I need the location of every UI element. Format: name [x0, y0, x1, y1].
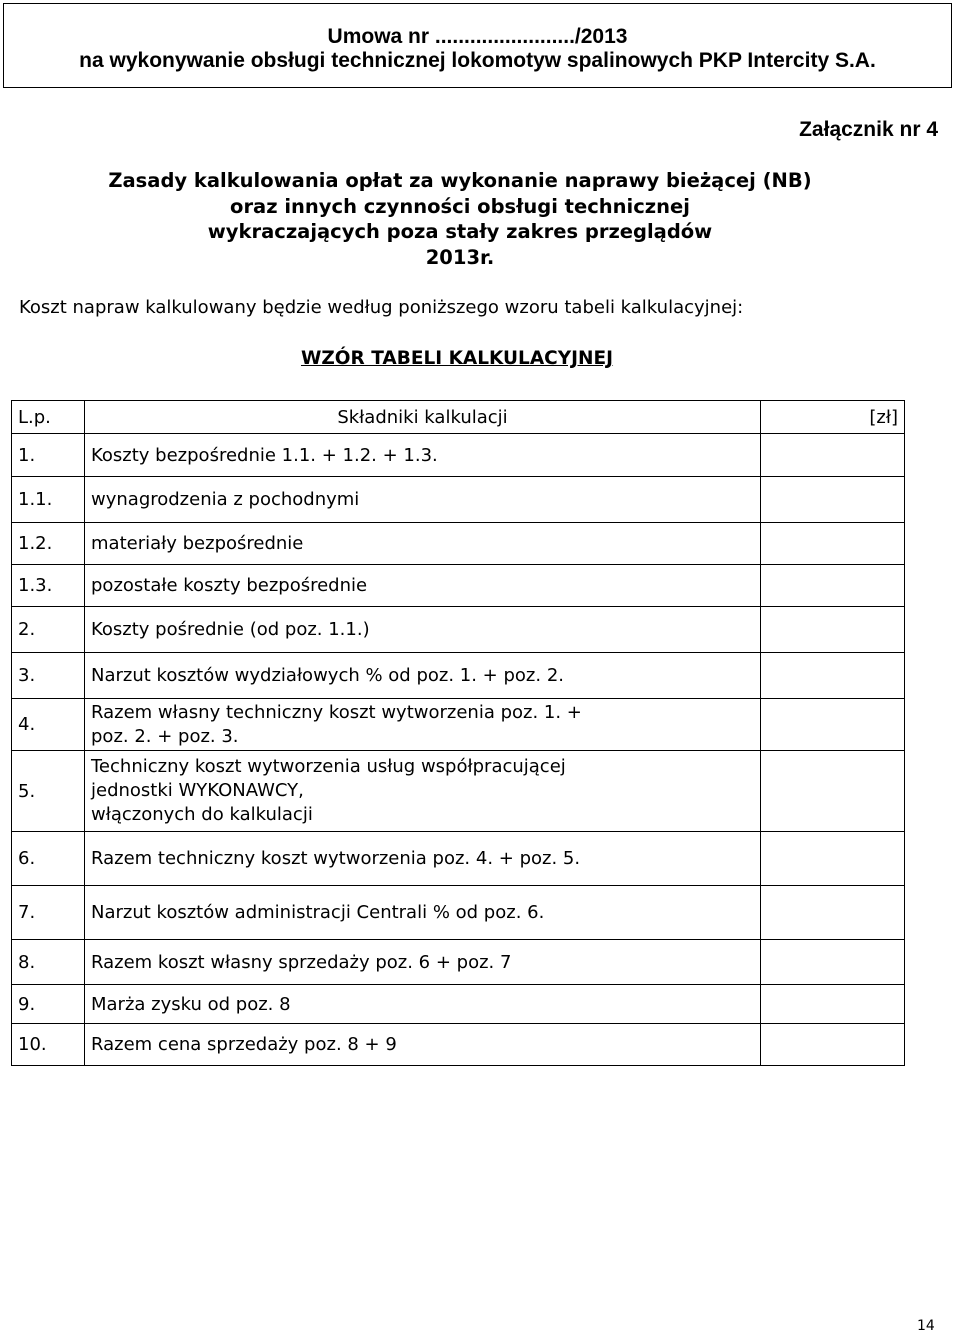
row-lp: 10.	[12, 1024, 85, 1066]
header-currency: [zł]	[761, 401, 905, 434]
row-item-line: jednostki WYKONAWCY,	[91, 780, 304, 801]
row-item: wynagrodzenia z pochodnymi	[85, 477, 761, 523]
table-row	[12, 565, 905, 607]
row-lp: 1.2.	[12, 523, 85, 565]
row-value	[761, 477, 905, 523]
table-row	[12, 699, 905, 751]
row-lp: 1.	[12, 434, 85, 477]
row-lp: 9.	[12, 985, 85, 1024]
row-item	[85, 751, 761, 832]
row-lp: 8.	[12, 940, 85, 985]
table-row	[12, 985, 905, 1024]
table-row	[12, 886, 905, 940]
row-value	[761, 751, 905, 832]
row-lp: 7.	[12, 886, 85, 940]
row-lp: 6.	[12, 832, 85, 886]
row-value	[761, 832, 905, 886]
table-row	[12, 940, 905, 985]
row-lp: 3.	[12, 653, 85, 699]
row-value	[761, 653, 905, 699]
row-value	[761, 607, 905, 653]
row-item	[85, 699, 761, 751]
row-item-line: Techniczny koszt wytworzenia usług współpracującej	[91, 756, 566, 777]
row-item-line: Razem własny techniczny koszt wytworzenia poz. 1. +	[91, 701, 582, 723]
calculation-table	[11, 400, 905, 1066]
header-components: Składniki kalkulacji	[85, 401, 761, 434]
intro-text: Koszt napraw kalkulowany będzie według poniższego wzoru tabeli kalkulacyjnej:	[19, 297, 744, 318]
table-row	[12, 832, 905, 886]
row-value	[761, 1024, 905, 1066]
row-item: pozostałe koszty bezpośrednie	[85, 565, 761, 607]
row-lp: 1.1.	[12, 477, 85, 523]
row-item: Marża zysku od poz. 8	[85, 985, 761, 1024]
row-value	[761, 940, 905, 985]
row-item: materiały bezpośrednie	[85, 523, 761, 565]
page-number: 14	[917, 1318, 935, 1334]
table-row	[12, 751, 905, 832]
row-item: Narzut kosztów administracji Centrali % od poz. 6.	[85, 886, 761, 940]
row-value	[761, 985, 905, 1024]
title-line-1: Zasady kalkulowania opłat za wykonanie naprawy bieżącej (NB)	[108, 169, 812, 192]
table-row	[12, 477, 905, 523]
contract-number-line: Umowa nr ......................../2013	[327, 25, 628, 48]
title-line-4: 2013r.	[425, 245, 495, 269]
row-lp: 4.	[12, 699, 85, 751]
table-row	[12, 1024, 905, 1066]
row-value	[761, 434, 905, 477]
row-value	[761, 565, 905, 607]
table-row	[12, 653, 905, 699]
row-item: Narzut kosztów wydziałowych % od poz. 1. + poz. 2.	[85, 653, 761, 699]
row-value	[761, 699, 905, 751]
row-value	[761, 886, 905, 940]
table-row	[12, 523, 905, 565]
row-lp: 1.3.	[12, 565, 85, 607]
row-value	[761, 523, 905, 565]
contract-header-box	[3, 3, 952, 88]
row-item: Koszty pośrednie (od poz. 1.1.)	[85, 607, 761, 653]
row-item: Koszty bezpośrednie 1.1. + 1.2. + 1.3.	[85, 434, 761, 477]
table-row	[12, 607, 905, 653]
row-item-line: włączonych do kalkulacji	[91, 804, 313, 825]
title-line-3: wykraczających poza stały zakres przeglądów	[207, 220, 713, 243]
table-header-row	[12, 401, 905, 434]
title-line-2: oraz innych czynności obsługi technicznej	[230, 194, 690, 218]
attachment-label: Załącznik nr 4	[799, 118, 938, 141]
row-item: Razem techniczny koszt wytworzenia poz. 4. + poz. 5.	[85, 832, 761, 886]
table-row	[12, 434, 905, 477]
table-title: WZÓR TABELI KALKULACYJNEJ	[300, 348, 614, 369]
row-lp: 5.	[12, 751, 85, 832]
row-item: Razem cena sprzedaży poz. 8 + 9	[85, 1024, 761, 1066]
header-lp: L.p.	[12, 401, 85, 434]
row-item: Razem koszt własny sprzedaży poz. 6 + poz. 7	[85, 940, 761, 985]
contract-subject-line: na wykonywanie obsługi technicznej lokomotyw spalinowych PKP Intercity S.A.	[79, 49, 876, 72]
row-item-line: poz. 2. + poz. 3.	[91, 725, 239, 747]
document-title	[40, 168, 880, 270]
row-lp: 2.	[12, 607, 85, 653]
